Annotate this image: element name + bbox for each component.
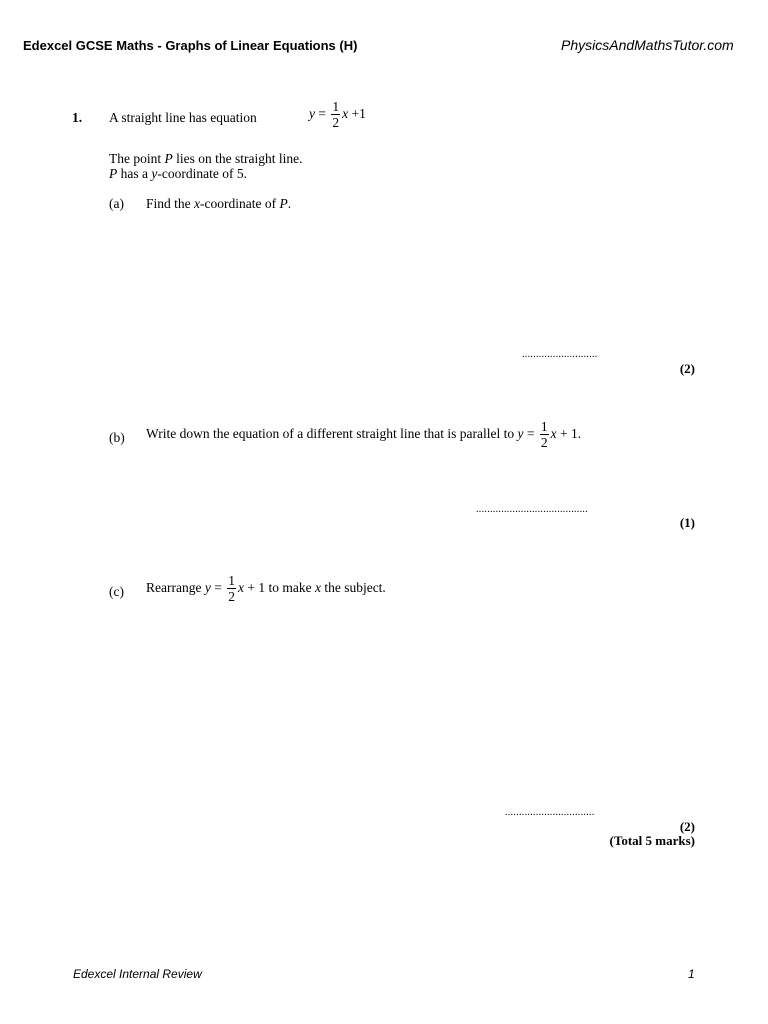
part-b-answer-line[interactable]: ........................................ [476,504,588,515]
part-c-equals: = [210,580,226,596]
eq-tail: +1 [348,106,366,122]
line3-var: y [151,166,158,181]
eq-fraction [331,100,340,130]
part-c-pre: Rearrange [146,580,205,596]
footer-left: Edexcel Internal Review [73,967,202,981]
part-a-text [146,196,291,212]
eq-numerator: 1 [332,99,340,114]
part-c-text [146,574,386,604]
question-line-2 [109,151,302,167]
header-site: PhysicsAndMathsTutor.com [561,37,734,53]
eq-equals: = [315,106,330,122]
part-b-numerator: 1 [540,419,548,434]
line2-pre: The point [109,151,165,166]
part-b-y: y [517,426,524,442]
part-c-x: x [237,580,244,596]
part-b-statement: Write down the equation of a different straight line that is parallel to [146,426,518,442]
part-b-denominator: 2 [540,435,548,450]
page-number: 1 [688,967,695,981]
part-c-mid: + 1 to make [243,580,315,596]
eq-denominator: 2 [332,115,340,130]
part-a-pre: Find the [146,196,195,211]
part-a-end: . [287,196,292,211]
line3-mid: has a [117,166,152,181]
question-equation [309,100,366,130]
line2-point: P [164,151,173,166]
part-c-numerator: 1 [228,573,235,588]
part-a-label: (a) [109,196,124,211]
part-b-fraction [540,420,549,450]
part-b-tail: + 1. [556,426,582,442]
question-intro: A straight line has equation [109,110,257,125]
part-b-equals: = [523,426,538,442]
eq-x: x [342,106,349,122]
question-line-3 [109,166,247,182]
header-title: Edexcel GCSE Maths - Graphs of Linear Equations (H) [23,38,358,53]
total-marks: (Total 5 marks) [609,833,695,848]
line3-point: P [109,166,118,181]
part-a-var: x [194,196,201,211]
question-number: 1. [72,110,83,125]
part-c-y: y [204,580,211,596]
part-a-point: P [279,196,288,211]
eq-y: y [309,106,315,122]
part-c-denominator: 2 [228,589,235,604]
part-c-x2: x [314,580,321,596]
part-b-marks: (1) [679,515,695,530]
part-c-marks: (2) [679,819,695,834]
part-b-x: x [550,426,557,442]
part-c-post: the subject. [320,580,386,596]
part-c-answer-line[interactable]: ................................ [505,807,595,818]
part-a-mid: -coordinate of [200,196,280,211]
part-a-marks: (2) [679,361,695,376]
part-b-label: (b) [109,430,125,445]
part-c-fraction [227,574,236,604]
line2-post: lies on the straight line. [172,151,303,166]
part-b-text [146,420,581,450]
line3-post: -coordinate of 5. [157,166,247,181]
part-a-answer-line[interactable]: ........................... [522,349,598,360]
part-c-label: (c) [109,584,124,599]
